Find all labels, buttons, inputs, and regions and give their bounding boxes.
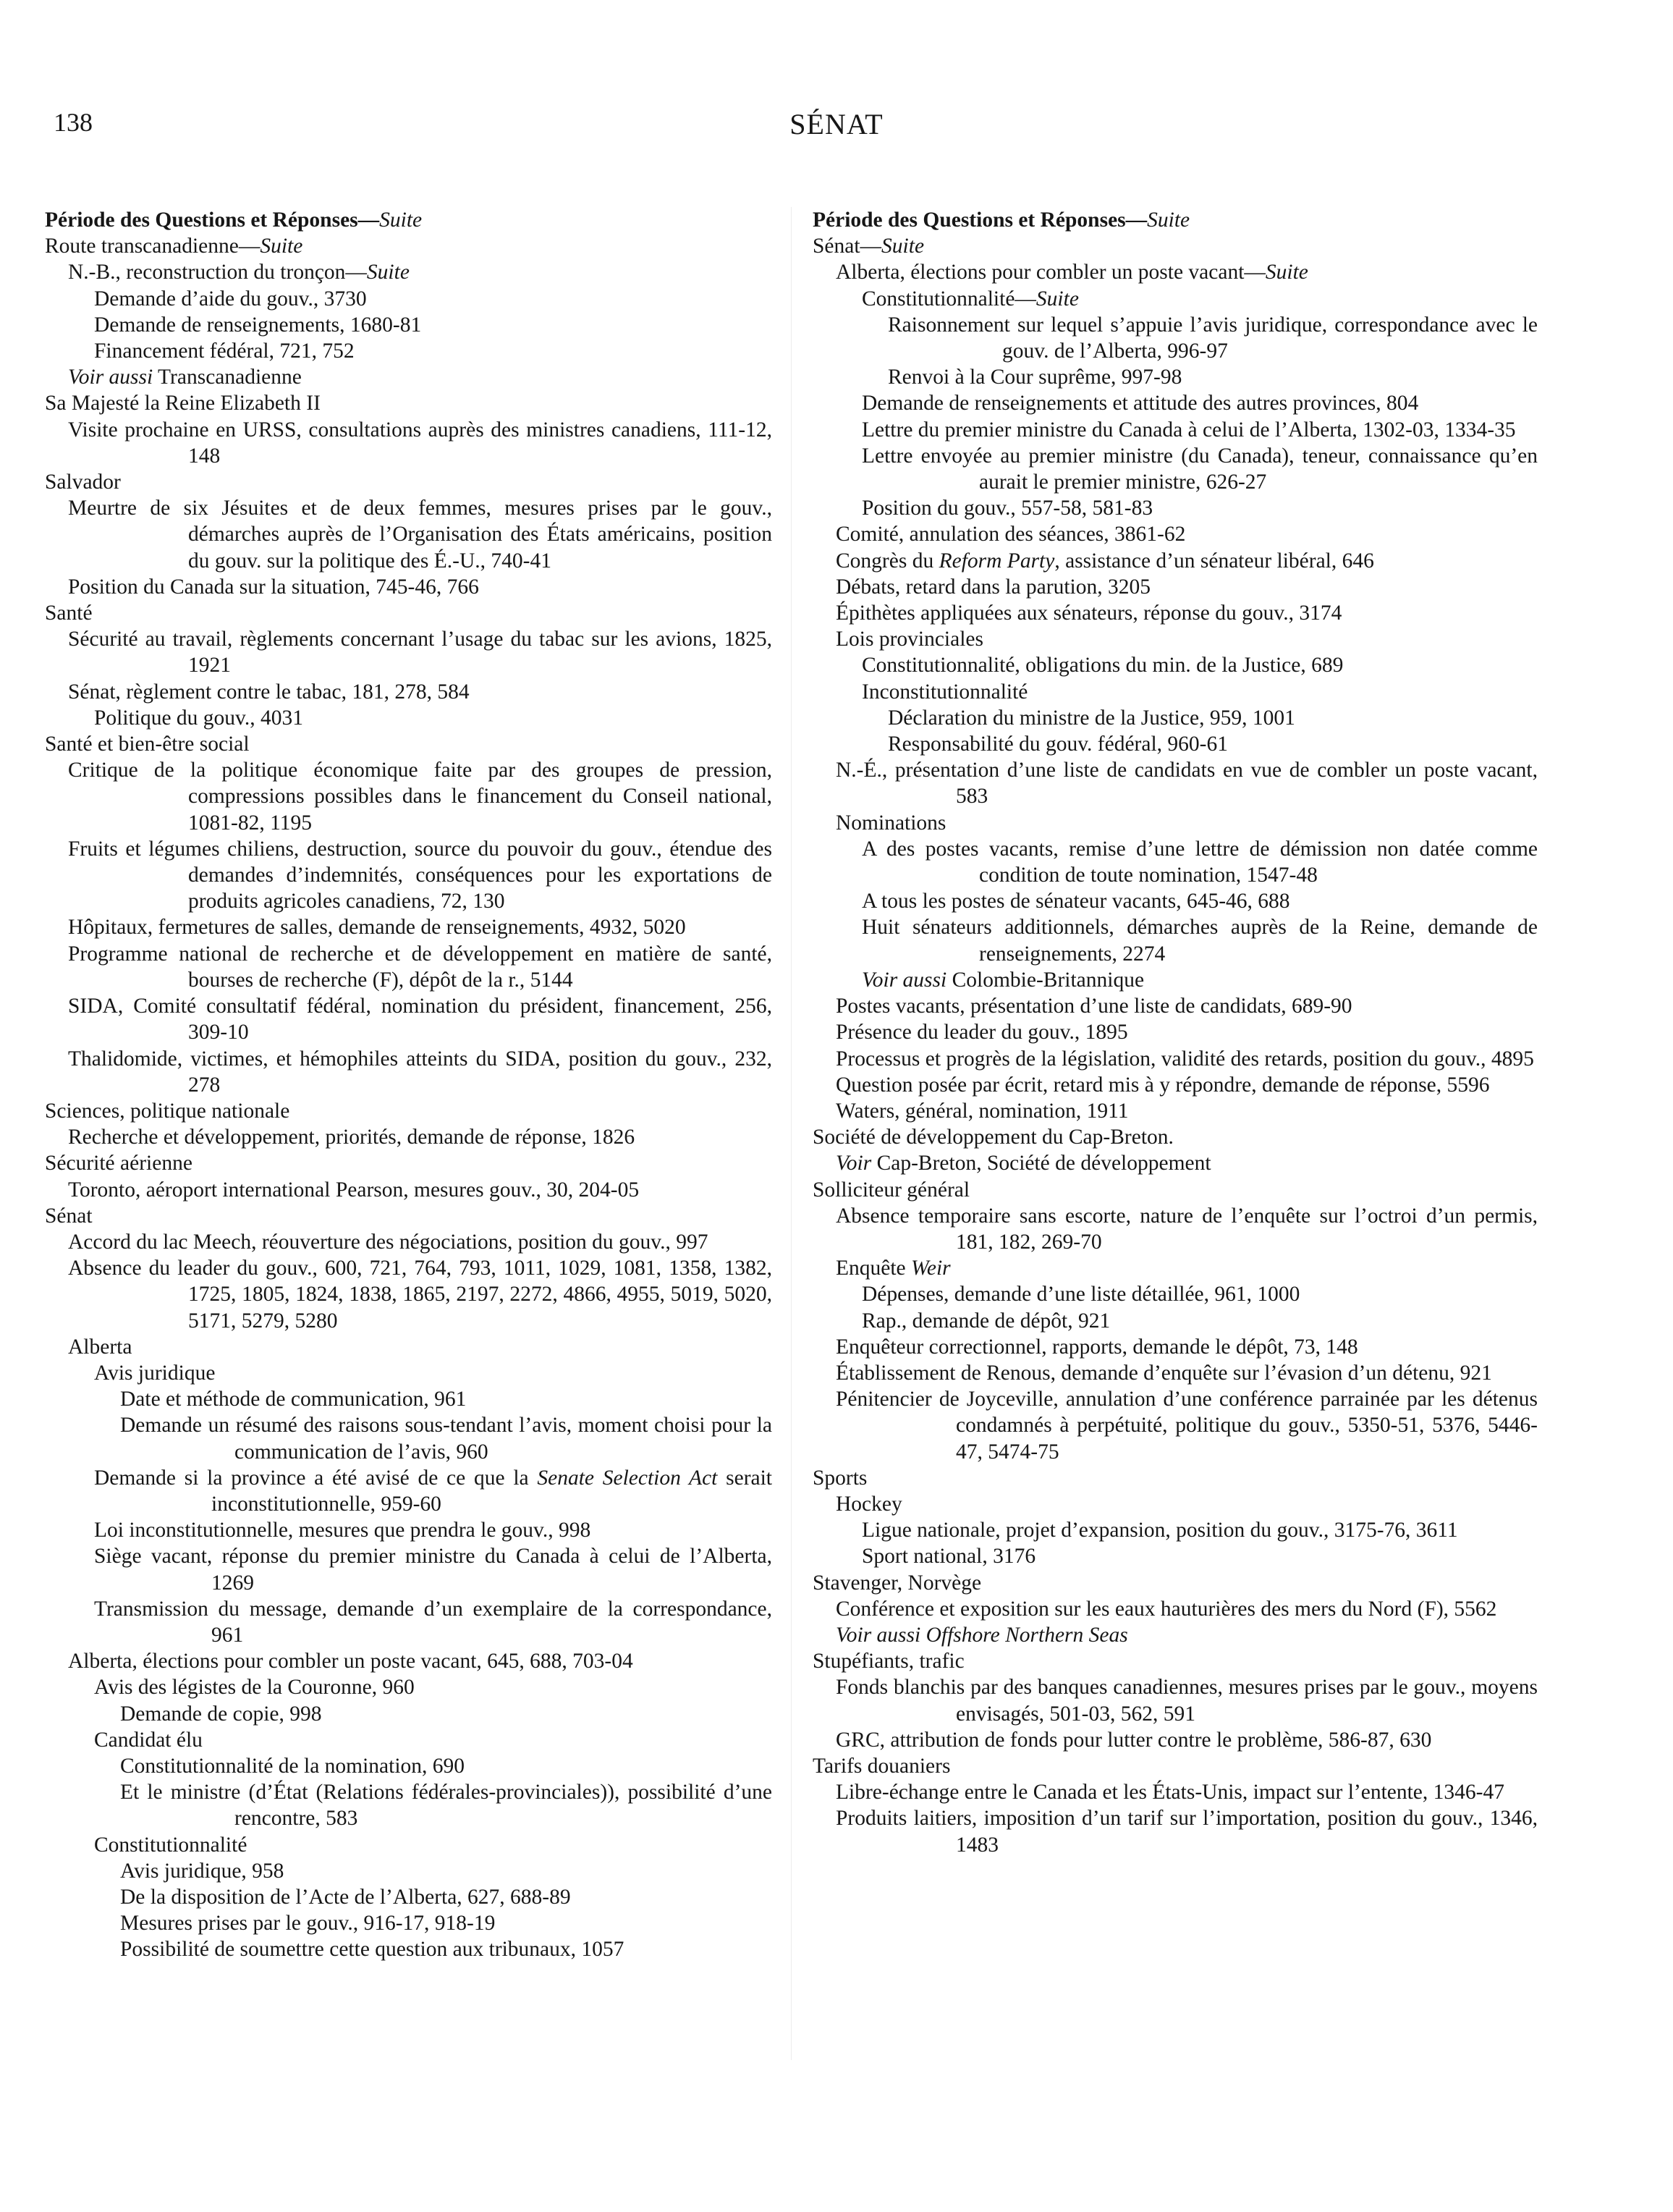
index-entry: [45, 626, 772, 678]
index-entry: [813, 1491, 1538, 1517]
index-entry: [813, 1255, 1538, 1281]
entry-text: A des postes vacants, remise d’une lettre de démission non datée comme condition de toute nomination, 1547-48: [862, 837, 1538, 887]
index-entry: [45, 1465, 772, 1517]
index-entry: [813, 1465, 1538, 1491]
entry-text: Conférence et exposition sur les eaux hauturières des mers du Nord (F), 5562: [836, 1597, 1497, 1621]
index-entry: [813, 574, 1538, 600]
continued-marker: Suite: [1035, 287, 1079, 311]
see-also-reference: Voir: [836, 1152, 872, 1175]
entry-italic-title: Weir: [911, 1257, 951, 1280]
index-entry: [813, 1124, 1538, 1150]
entry-text: Question posée par écrit, retard mis à y répondre, demande de réponse, 5596: [836, 1073, 1490, 1097]
entry-text: GRC, attribution de fonds pour lutter contre le problème, 586-87, 630: [836, 1728, 1432, 1752]
entry-text: Enquêteur correctionnel, rapports, demande le dépôt, 73, 148: [836, 1335, 1358, 1359]
entry-text: Période des Questions et Réponses—: [813, 208, 1148, 232]
index-entry: [45, 705, 772, 731]
index-entry: [45, 469, 772, 495]
index-entry: [813, 1150, 1538, 1176]
index-entry: [813, 1308, 1538, 1334]
index-entry: [45, 1701, 772, 1727]
index-entry: [45, 1910, 772, 1936]
entry-text: Comité, annulation des séances, 3861-62: [836, 523, 1186, 546]
index-entry: [45, 1648, 772, 1674]
entry-text: Santé: [45, 601, 93, 625]
index-entry: [45, 1177, 772, 1203]
entry-text: Épithètes appliquées aux sénateurs, réponse du gouv., 3174: [836, 601, 1342, 625]
index-entry: [813, 1517, 1538, 1543]
entry-text: Alberta: [68, 1335, 132, 1359]
index-entry: [813, 757, 1538, 809]
entry-text: Demande si la province a été avisé de ce que la: [94, 1466, 538, 1490]
index-entry: [45, 731, 772, 757]
index-entry: [45, 1255, 772, 1334]
index-entry: [45, 1124, 772, 1150]
continued-marker: Suite: [1265, 261, 1308, 284]
entry-italic-title: Reform Party: [939, 549, 1055, 573]
entry-text: Postes vacants, présentation d’une liste de candidats, 689-90: [836, 995, 1352, 1018]
entry-text: Débats, retard dans la parution, 3205: [836, 575, 1151, 599]
index-entry: [45, 1543, 772, 1595]
continued-marker: Suite: [881, 235, 925, 258]
index-entry: [45, 1150, 772, 1176]
entry-text: Établissement de Renous, demande d’enquête sur l’évasion d’un détenu, 921: [836, 1361, 1492, 1385]
index-entry: [813, 495, 1538, 521]
index-entry: [45, 1858, 772, 1884]
entry-text: Avis juridique: [94, 1361, 216, 1385]
entry-text: Sénat—: [813, 235, 882, 258]
continued-marker: Suite: [379, 208, 423, 232]
entry-text: Position du Canada sur la situation, 745-46, 766: [68, 575, 479, 599]
index-entry: [813, 1805, 1538, 1857]
see-also-reference: Voir aussi: [68, 366, 153, 389]
entry-text: Inconstitutionnalité: [862, 680, 1028, 704]
entry-text: Demande de renseignements, 1680-81: [94, 313, 422, 337]
index-entry: [813, 1727, 1538, 1753]
index-entry: [45, 1098, 772, 1124]
entry-text: Position du gouv., 557-58, 581-83: [862, 497, 1153, 520]
index-entry: [45, 1412, 772, 1464]
entry-text: Libre-échange entre le Canada et les États-Unis, impact sur l’entente, 1346-47: [836, 1781, 1504, 1804]
entry-text: Huit sénateurs additionnels, démarches auprès de la Reine, demande de renseignements, 2274: [862, 916, 1538, 966]
index-entry: [813, 1203, 1538, 1255]
entry-text: Enquête: [836, 1257, 912, 1280]
index-entry: [45, 993, 772, 1045]
index-column-right: [813, 207, 1538, 1858]
index-entry: [813, 810, 1538, 836]
entry-text: Avis juridique, 958: [120, 1859, 284, 1883]
index-entry: [45, 1936, 772, 1962]
entry-text: Constitutionnalité: [94, 1833, 247, 1857]
index-entry: [45, 495, 772, 574]
entry-text: Toronto, aéroport international Pearson, mesures gouv., 30, 204-05: [68, 1178, 640, 1202]
entry-text: Stupéfiants, trafic: [813, 1650, 965, 1673]
index-entry: [813, 888, 1538, 914]
entry-text: Rap., demande de dépôt, 921: [862, 1309, 1111, 1333]
index-entry: [813, 1570, 1538, 1596]
entry-text: Salvador: [45, 470, 121, 494]
entry-text: Lettre envoyée au premier ministre (du Canada), teneur, connaissance qu’en aurait le premier ministre, 626-27: [862, 444, 1538, 494]
index-entry: [813, 233, 1538, 259]
entry-text: Sa Majesté la Reine Elizabeth II: [45, 392, 321, 415]
index-entry: [45, 1753, 772, 1779]
entry-text: Constitutionnalité, obligations du min. de la Justice, 689: [862, 654, 1344, 677]
index-entry: [813, 1098, 1538, 1124]
entry-text: Avis des légistes de la Couronne, 960: [94, 1676, 415, 1700]
entry-text: Colombie-Britannique: [946, 968, 1145, 992]
entry-text: Nominations: [836, 811, 946, 835]
index-entry: [813, 679, 1538, 705]
entry-text: Demande de copie, 998: [120, 1702, 322, 1726]
index-entry: [813, 312, 1538, 364]
entry-text: Date et méthode de communication, 961: [120, 1388, 467, 1411]
index-entry: [813, 914, 1538, 966]
entry-text: Constitutionnalité de la nomination, 690: [120, 1754, 465, 1778]
continued-marker: Suite: [1147, 208, 1190, 232]
entry-text: Transmission du message, demande d’un exemplaire de la correspondance, 961: [94, 1597, 772, 1647]
entry-text: Thalidomide, victimes, et hémophiles atteints du SIDA, position du gouv., 232, 278: [68, 1047, 772, 1097]
entry-text: Route transcanadienne—: [45, 235, 261, 258]
entry-text: Raisonnement sur lequel s’appuie l’avis juridique, correspondance avec le gouv. de l’Alberta, 996-97: [888, 313, 1538, 363]
entry-text: Meurtre de six Jésuites et de deux femmes, mesures prises par le gouv., démarches auprès de l’Organisation des États américains, position du gouv. sur la politique des É.-U., 740-41: [68, 497, 772, 573]
index-entry: [45, 417, 772, 469]
index-entry: [813, 1046, 1538, 1072]
index-entry: [813, 705, 1538, 731]
entry-text: De la disposition de l’Acte de l’Alberta, 627, 688-89: [120, 1886, 571, 1909]
index-entry: [45, 390, 772, 416]
entry-text: N.-B., reconstruction du tronçon—: [68, 261, 367, 284]
index-column-left: [45, 207, 772, 1963]
entry-text: Possibilité de soumettre cette question aux tribunaux, 1057: [120, 1938, 624, 1962]
index-entry: [45, 1596, 772, 1648]
index-entry: [813, 259, 1538, 285]
entry-text: Critique de la politique économique faite par des groupes de pression, compressions possibles dans le financement du Conseil national, 1081-82, 1195: [68, 759, 772, 835]
entry-text: Candidat élu: [94, 1728, 203, 1752]
index-entry: [813, 1648, 1538, 1674]
entry-text: Demande de renseignements et attitude des autres provinces, 804: [862, 392, 1419, 415]
entry-text: Société de développement du Cap-Breton.: [813, 1126, 1174, 1149]
entry-text: Congrès du: [836, 549, 939, 573]
index-entry: [45, 914, 772, 940]
index-entry: [45, 338, 772, 364]
entry-text: Fruits et légumes chiliens, destruction, source du pouvoir du gouv., étendue des demandes d’indemnités, conséquences pour les exportations de produits agricoles canadiens, 72, 130: [68, 837, 772, 913]
index-entry: [45, 1046, 772, 1098]
index-entry: [45, 259, 772, 285]
index-entry: [45, 312, 772, 338]
entry-text: SIDA, Comité consultatif fédéral, nomination du président, financement, 256, 309-10: [68, 995, 772, 1044]
entry-text: Transcanadienne: [153, 366, 302, 389]
entry-text: Sécurité au travail, règlements concernant l’usage du tabac sur les avions, 1825, 1921: [68, 628, 772, 677]
entry-text: Financement fédéral, 721, 752: [94, 339, 355, 363]
index-entry: [45, 1674, 772, 1700]
entry-text: Demande un résumé des raisons sous-tendant l’avis, moment choisi pour la communication de l’avis, 960: [120, 1414, 772, 1464]
index-entry: [813, 364, 1538, 390]
index-entry: [45, 233, 772, 259]
index-entry: [813, 652, 1538, 678]
index-entry: [45, 1203, 772, 1229]
index-entry: [813, 1543, 1538, 1569]
entry-text: Solliciteur général: [813, 1178, 970, 1202]
entry-text: Santé et bien-être social: [45, 733, 250, 756]
entry-text: Produits laitiers, imposition d’un tarif sur l’importation, position du gouv., 1346, 1483: [836, 1807, 1538, 1857]
index-entry: [813, 1072, 1538, 1098]
index-entry: [813, 1779, 1538, 1805]
entry-text: Siège vacant, réponse du premier ministre du Canada à celui de l’Alberta, 1269: [94, 1545, 772, 1595]
index-entry: [45, 364, 772, 390]
entry-text: Fonds blanchis par des banques canadiennes, mesures prises par le gouv., moyens envisagés, 501-03, 562, 591: [836, 1676, 1538, 1726]
entry-text: Déclaration du ministre de la Justice, 959, 1001: [888, 706, 1295, 730]
entry-text: Waters, général, nomination, 1911: [836, 1099, 1129, 1123]
index-entry: [813, 600, 1538, 626]
index-entry: [45, 1779, 772, 1831]
entry-text: Hôpitaux, fermetures de salles, demande de renseignements, 4932, 5020: [68, 916, 686, 940]
see-also-reference: Voir aussi: [862, 968, 947, 992]
entry-text: Cap-Breton, Société de développement: [871, 1152, 1211, 1175]
entry-text: Visite prochaine en URSS, consultations auprès des ministres canadiens, 111-12, 148: [68, 418, 772, 468]
index-entry: [813, 993, 1538, 1019]
entry-text: Sénat, règlement contre le tabac, 181, 278, 584: [68, 680, 470, 704]
index-entry: [813, 967, 1538, 993]
entry-text: Ligue nationale, projet d’expansion, position du gouv., 3175-76, 3611: [862, 1519, 1458, 1542]
index-entry: [813, 548, 1538, 574]
see-also-reference: Voir aussi Offshore Northern Seas: [836, 1623, 1128, 1647]
entry-text: Accord du lac Meech, réouverture des négociations, position du gouv., 997: [68, 1230, 708, 1254]
entry-text: Constitutionnalité—: [862, 287, 1036, 311]
index-entry: [813, 836, 1538, 888]
index-entry: [45, 679, 772, 705]
index-entry: [45, 836, 772, 915]
entry-text: Présence du leader du gouv., 1895: [836, 1021, 1128, 1044]
entry-text: Et le ministre (d’État (Relations fédérales-provinciales)), possibilité d’une rencontre, 583: [120, 1781, 772, 1831]
index-entry: [813, 390, 1538, 416]
index-entry: [813, 1334, 1538, 1360]
entry-text: Recherche et développement, priorités, demande de réponse, 1826: [68, 1126, 635, 1149]
index-entry: [45, 286, 772, 312]
entry-text: Absence temporaire sans escorte, nature de l’enquête sur l’octroi d’un permis, 181, 182, 269-70: [836, 1204, 1538, 1254]
index-entry: [813, 1281, 1538, 1307]
index-entry: [813, 1753, 1538, 1779]
index-entry: [813, 626, 1538, 652]
index-entry: [813, 286, 1538, 312]
entry-text: Alberta, élections pour combler un poste vacant—: [836, 261, 1266, 284]
entry-text: Tarifs douaniers: [813, 1754, 951, 1778]
entry-text: Politique du gouv., 4031: [94, 706, 303, 730]
page-number: 138: [54, 108, 93, 137]
entry-text: Sciences, politique nationale: [45, 1099, 290, 1123]
index-entry: [813, 731, 1538, 757]
index-entry: [45, 1517, 772, 1543]
index-entry: [45, 1334, 772, 1360]
entry-text: Lois provinciales: [836, 628, 983, 651]
index-entry: [813, 1596, 1538, 1622]
entry-text: Alberta, élections pour combler un poste vacant, 645, 688, 703-04: [68, 1650, 633, 1673]
index-entry: [813, 443, 1538, 495]
index-entry: [813, 521, 1538, 547]
index-entry: [45, 1229, 772, 1255]
entry-text: Absence du leader du gouv., 600, 721, 764, 793, 1011, 1029, 1081, 1358, 1382, 1725, 1805, 1824, 1838, 1865, 2197, 2272, 4866, 4955, 5019, 5020, 5171, 5279, 5280: [68, 1257, 772, 1333]
entry-text: Sécurité aérienne: [45, 1152, 192, 1175]
entry-text: Responsabilité du gouv. fédéral, 960-61: [888, 733, 1228, 756]
entry-text: Programme national de recherche et de développement en matière de santé, bourses de recherche (F), dépôt de la r., 5144: [68, 942, 772, 992]
index-entry: [813, 1674, 1538, 1726]
entry-text: Sports: [813, 1466, 868, 1490]
continued-marker: Suite: [260, 235, 303, 258]
entry-text: Processus et progrès de la législation, validité des retards, position du gouv., 4895: [836, 1047, 1534, 1071]
index-entry: [813, 1622, 1538, 1648]
entry-text: Sénat: [45, 1204, 93, 1228]
entry-text: Demande d’aide du gouv., 3730: [94, 287, 367, 311]
entry-text: Hockey: [836, 1492, 902, 1516]
entry-text: N.-É., présentation d’une liste de candidats en vue de combler un poste vacant, 583: [836, 759, 1538, 809]
index-entry: [45, 574, 772, 600]
running-head: SÉNAT: [789, 108, 884, 140]
index-entry: [45, 941, 772, 993]
index-entry: [45, 1360, 772, 1386]
index-entry: [45, 1386, 772, 1412]
index-entry: [45, 1727, 772, 1753]
column-divider: [791, 207, 792, 2060]
index-entry: [813, 1386, 1538, 1465]
entry-text: Renvoi à la Cour suprême, 997-98: [888, 366, 1182, 389]
entry-text-tail: serait inconstitutionnelle, 959-60: [211, 1466, 772, 1516]
index-entry: [813, 1019, 1538, 1045]
index-entry: [813, 1177, 1538, 1203]
entry-text: Stavenger, Norvège: [813, 1571, 982, 1595]
entry-text-tail: , assistance d’un sénateur libéral, 646: [1054, 549, 1374, 573]
entry-text: Loi inconstitutionnelle, mesures que prendra le gouv., 998: [94, 1519, 591, 1542]
entry-text: Période des Questions et Réponses—: [45, 208, 380, 232]
index-entry: [813, 417, 1538, 443]
index-entry: [813, 1360, 1538, 1386]
index-entry: [45, 1884, 772, 1910]
index-heading: [45, 207, 772, 233]
entry-text: Sport national, 3176: [862, 1545, 1036, 1569]
index-entry: [45, 600, 772, 626]
entry-text: A tous les postes de sénateur vacants, 645-46, 688: [862, 890, 1290, 913]
continued-marker: Suite: [366, 261, 410, 284]
entry-italic-title: Senate Selection Act: [537, 1466, 718, 1490]
index-entry: [45, 1832, 772, 1858]
entry-text: Pénitencier de Joyceville, annulation d’une conférence parrainée par les détenus condamnés à perpétuité, politique du gouv., 5350-51, 5376, 5446-47, 5474-75: [836, 1388, 1538, 1464]
entry-text: Lettre du premier ministre du Canada à celui de l’Alberta, 1302-03, 1334-35: [862, 418, 1516, 442]
entry-text: Mesures prises par le gouv., 916-17, 918-19: [120, 1912, 496, 1936]
index-heading: [813, 207, 1538, 233]
index-entry: [45, 757, 772, 836]
entry-text: Dépenses, demande d’une liste détaillée, 961, 1000: [862, 1283, 1300, 1306]
